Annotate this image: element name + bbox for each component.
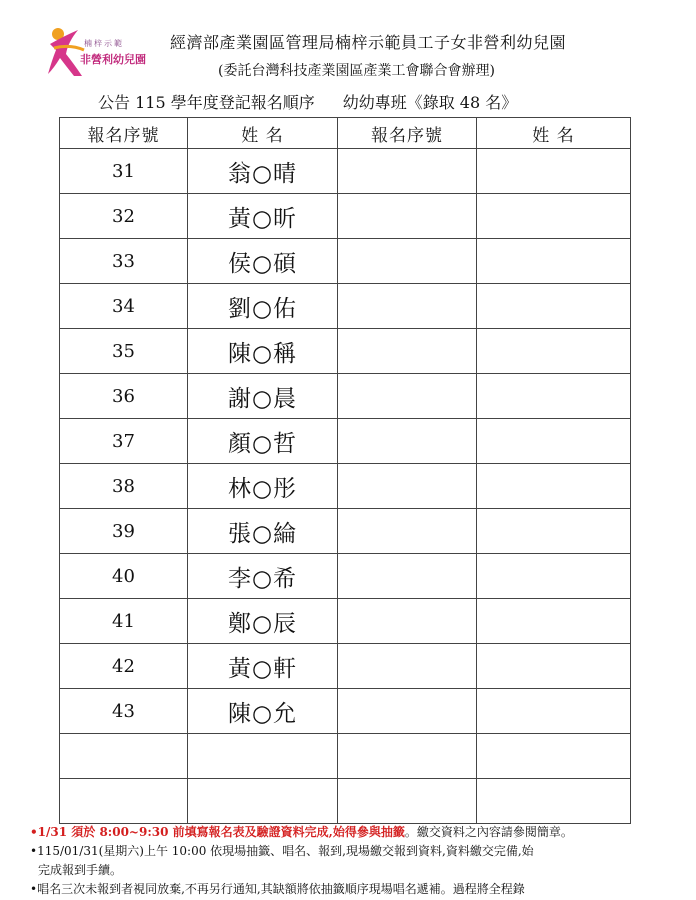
row-name: 黃○昕 — [188, 194, 338, 239]
announcement-title: 公告 115 學年度登記報名順序 — [98, 93, 315, 112]
row-name: 李○希 — [188, 554, 338, 599]
header-name-1: 姓 名 — [188, 118, 338, 149]
row-number-right — [338, 329, 477, 374]
table-row — [60, 194, 631, 239]
org-subtitle: (委託台灣科技產業園區產業工會聯合會辦理) — [218, 63, 495, 79]
row-name-right — [477, 509, 631, 554]
row-name: 謝○晨 — [188, 374, 338, 419]
row-number: 33 — [60, 239, 188, 284]
announcement-line — [98, 90, 517, 113]
row-name: 侯○碩 — [188, 239, 338, 284]
row-name: 劉○佑 — [188, 284, 338, 329]
header-name-2: 姓 名 — [477, 118, 631, 149]
row-number: 36 — [60, 374, 188, 419]
row-name-right — [477, 599, 631, 644]
row-name-right — [477, 374, 631, 419]
row-name-right — [477, 779, 631, 824]
row-number: 37 — [60, 419, 188, 464]
header-number-2: 報名序號 — [338, 118, 477, 149]
row-name: 陳○允 — [188, 689, 338, 734]
table-row — [60, 284, 631, 329]
row-number — [60, 734, 188, 779]
note-2: •115/01/31(星期六)上午 10:00 依現場抽籤、唱名、報到,現場繳交報到資料,資料繳交完備,始 — [30, 844, 534, 858]
row-number-right — [338, 779, 477, 824]
row-number-right — [338, 419, 477, 464]
row-number-right — [338, 554, 477, 599]
table-row — [60, 689, 631, 734]
note-1-emphasis: •1/31 須於 8:00~9:30 前填寫報名表及驗證資料完成,始得參與抽籤 — [30, 825, 405, 839]
row-name-right — [477, 554, 631, 599]
logo-top-text: 楠梓示範 — [84, 39, 124, 48]
table-header-row — [60, 118, 631, 149]
row-name-right — [477, 689, 631, 734]
row-name-right — [477, 149, 631, 194]
table-row — [60, 509, 631, 554]
row-number: 35 — [60, 329, 188, 374]
class-name: 幼幼專班《錄取 48 名》 — [342, 93, 518, 112]
row-name: 黃○軒 — [188, 644, 338, 689]
row-number — [60, 779, 188, 824]
row-name-right — [477, 419, 631, 464]
row-name: 鄭○辰 — [188, 599, 338, 644]
table-row — [60, 734, 631, 779]
note-1 — [30, 823, 675, 842]
row-number-right — [338, 734, 477, 779]
table-row — [60, 464, 631, 509]
row-number: 41 — [60, 599, 188, 644]
row-number: 40 — [60, 554, 188, 599]
org-title: 經濟部產業園區管理局楠梓示範員工子女非營利幼兒園 — [170, 33, 567, 52]
table-row — [60, 374, 631, 419]
row-number: 43 — [60, 689, 188, 734]
row-number-right — [338, 644, 477, 689]
row-number-right — [338, 509, 477, 554]
table-row — [60, 644, 631, 689]
table-row — [60, 149, 631, 194]
table-row — [60, 419, 631, 464]
row-name-right — [477, 194, 631, 239]
table-row — [60, 599, 631, 644]
row-name-right — [477, 734, 631, 779]
row-name — [188, 734, 338, 779]
row-name: 張○綸 — [188, 509, 338, 554]
row-number-right — [338, 464, 477, 509]
row-number: 34 — [60, 284, 188, 329]
row-number-right — [338, 149, 477, 194]
row-name-right — [477, 284, 631, 329]
row-number: 31 — [60, 149, 188, 194]
note-3: •唱名三次未報到者視同放棄,不再另行通知,其缺額將依抽籤順序現場唱名遞補。過程將全程錄 — [30, 882, 525, 896]
registration-table — [59, 117, 631, 824]
logo-bottom-text: 非營利幼兒園 — [80, 53, 146, 66]
row-number: 32 — [60, 194, 188, 239]
row-number-right — [338, 239, 477, 284]
notes-section — [30, 823, 675, 899]
table-row — [60, 554, 631, 599]
row-name: 翁○晴 — [188, 149, 338, 194]
row-number-right — [338, 374, 477, 419]
row-name-right — [477, 239, 631, 284]
row-name: 顏○哲 — [188, 419, 338, 464]
row-number-right — [338, 194, 477, 239]
kindergarten-logo — [44, 24, 156, 82]
row-number: 39 — [60, 509, 188, 554]
table-row — [60, 239, 631, 284]
row-name — [188, 779, 338, 824]
row-number: 38 — [60, 464, 188, 509]
table-row — [60, 329, 631, 374]
row-name-right — [477, 329, 631, 374]
row-name-right — [477, 464, 631, 509]
row-number-right — [338, 599, 477, 644]
table-row — [60, 779, 631, 824]
note-1-rest: 。繳交資料之內容請參閱簡章。 — [404, 825, 573, 839]
row-number: 42 — [60, 644, 188, 689]
row-name: 林○彤 — [188, 464, 338, 509]
row-number-right — [338, 284, 477, 329]
row-number-right — [338, 689, 477, 734]
note-2-continued: 完成報到手續。 — [38, 863, 123, 877]
row-name: 陳○稱 — [188, 329, 338, 374]
row-name-right — [477, 644, 631, 689]
header-number-1: 報名序號 — [60, 118, 188, 149]
